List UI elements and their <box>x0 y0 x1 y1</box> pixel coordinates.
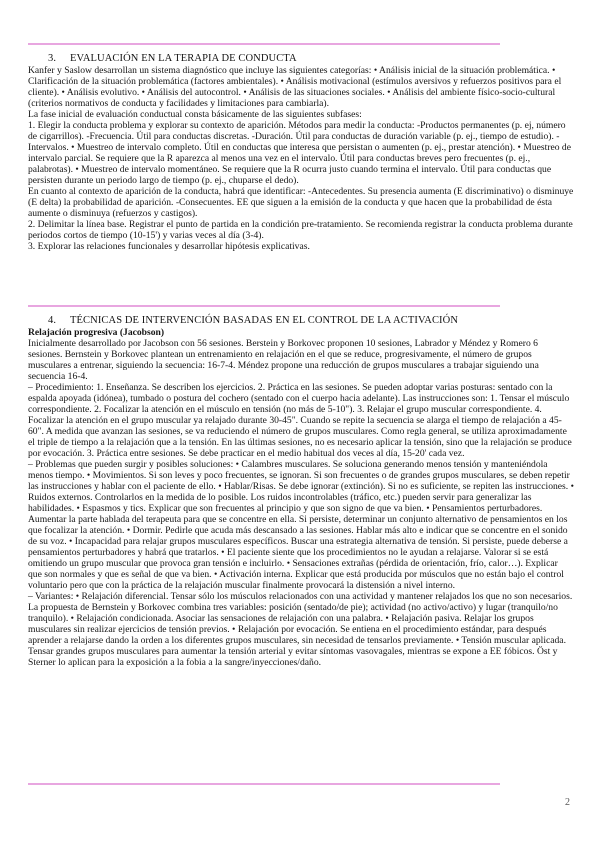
section-heading <box>28 53 574 65</box>
section-number: 3. <box>48 53 57 64</box>
top-divider <box>28 43 500 45</box>
paragraph: 2. Delimitar la línea base. Registrar el punto de partida en la condición pre-tratamiento. Se recomienda registrar la conducta problema durante periodos cortos de tiempo (10-15') y varias veces al día (3-4). <box>28 219 573 242</box>
subheading: Relajación progresiva (Jacobson) <box>28 327 165 338</box>
paragraph: – Variantes: • Relajación diferencial. Tensar sólo los músculos relacionados con una actividad y mantener relajados los que no son necesarios. La propuesta de Bernstein y Borkovec combina tres variables: posición (sentado/de pie); actividad (no activo/activo) y lugar (tranquilo/no tranquilo). • Relajación condicionada. Asociar las sensaciones de relajación con una palabra. • Relajación pasiva. Relajar los grupos musculares sin realizar ejercicios de tensión previos. • Relajación por evocación. Se entiena en el procedimiento estándar, para después aprender a relajarse dando la orden a los diferentes grupos musculares, sin necesidad de tensarlos previamente. • Tensión muscular aplicada. Tensar grandes grupos musculares para aumentar la tensión arterial y evitar síntomas vasovagales, mientras se expone a EE fóbicos. Öst y Sterner lo aplican para la exposición a la fobia a la sangre/inyecciones/daño. <box>28 591 573 669</box>
paragraph: Inicialmente desarrollado por Jacobson con 56 sesiones. Berstein y Borkovec proponen 10 sesiones, Labrador y Méndez y Romero 6 sesiones. Bernstein y Borkovec plantean un entrenamiento en relajación en el que se reduce, progresivamente, el número de grupos musculares a entrenar, siguiendo la secuencia: 16-7-4. Méndez propone una reducción de grupos musculares a trabajar siguiendo una secuencia 16-4. <box>28 338 539 383</box>
paragraph: 1. Elegir la conducta problema y explorar su contexto de aparición. Métodos para medir la conducta: -Productos permanentes (p. ej, número de cigarrillos). -Frecuencia. Útil para conductas discretas. -Duración. Útil para conductas de duración variable (p. ej., tiempo de estudio). -Intervalos. • Muestreo de intervalo completo. Útil en conductas que interesa que persistan o aumenten (p. ej., prestar atención). • Muestreo de intervalo parcial. Se requiere que la R aparezca al menos una vez en el intervalo. Útil para conductas breves pero frecuentes (p. ej., palabrotas). • Muestreo de intervalo momentáneo. Se requiere que la R ocurra justo cuando termina el intervalo. Útil para conductas que persisten durante un periodo largo de tiempo (p. ej., chuparse el dedo). <box>28 120 571 187</box>
section-number: 4. <box>48 315 57 326</box>
paragraph: – Procedimiento: 1. Enseñanza. Se describen los ejercicios. 2. Práctica en las sesiones. Se pueden adoptar varias posturas: sentado con la espalda apoyada (idónea), tumbado o postura del cochero (sentado con el cuerpo hacia adelante). Las instrucciones son: 1. Tensar el músculo correspondiente. 2. Focalizar la atención en el músculo en tensión (no más de 5-10"). 3. Relajar el grupo muscular correspondiente. 4. Focalizar la atención en el grupo muscular ya relajado durante 30-45". Cuando se repite la secuencia se alarga el tiempo de relajación a 45-60". A medida que avanzan las sesiones, se va reduciendo el número de grupos musculares. Como regla general, se utiliza aproximadamente el triple de tiempo a la relajación que a la tensión. En las últimas sesiones, no es necesario aplicar la tensión, sino que la relajación se produce por evocación. 3. Práctica entre sesiones. Se debe practicar en el medio habitual dos veces al día, 15-20' cada vez. <box>28 382 572 460</box>
bottom-divider <box>28 783 500 785</box>
paragraph: La fase inicial de evaluación conductual consta básicamente de las siguientes subfases: <box>28 109 362 121</box>
paragraph: Kanfer y Saslow desarrollan un sistema diagnóstico que incluye las siguientes categorías: • Análisis inicial de la situación problemática. • Clarificación de la situación problemática (factores ambientales). • Análisis motivacional (estímulos aversivos y refuerzos positivos para el cliente). • Análisis evolutivo. • Análisis del autocontrol. • Análisis de las situaciones sociales. • Análisis del ambiente físico-socio-cultural (criterios normativos de conducta y facilidades y limitaciones para cambiarla). <box>28 65 562 110</box>
section-evaluacion <box>28 53 574 252</box>
section-title: EVALUACIÓN EN LA TERAPIA DE CONDUCTA <box>70 53 297 64</box>
middle-divider <box>28 305 500 307</box>
paragraph: – Problemas que pueden surgir y posibles soluciones: • Calambres musculares. Se soluciona generando menos tensión y manteniéndola menos tiempo. • Movimientos. Si son leves y poco frecuentes, se ignoran. Si son frecuentes o de grandes grupos musculares, se deben repetir las instrucciones y hablar con el paciente de ello. • Hablar/Risas. Se debe ignorar (extinción). Si no es suficiente, se repiten las instrucciones. • Ruidos externos. Controlarlos en la medida de lo posible. Los ruidos incontrolables (tráfico, etc.) pueden servir para generalizar las habilidades. • Espasmos y tics. Explicar que son frecuentes al principio y que son signo de que va bien. • Pensamientos perturbadores. Aumentar la parte hablada del terapeuta para que se concentre en ella. Si persiste, determinar un conjunto alternativo de pensamientos en los que focalizar la atención. • Dormir. Pedirle que acuda más descansado a las sesiones. Hablar más alto e indicar que se concentre en el sonido de su voz. • Incapacidad para relajar grupos musculares específicos. Buscar una estrategia alternativa de tensión. Si persiste, puede deberse a pensamientos perturbadores y habrá que tratarlos. • El paciente siente que los procedimientos no le ayudan a relajarse. Valorar si se está omitiendo un grupo muscular que provoca gran tensión e incluirlo. • Sensaciones extrañas (pérdida de orientación, frío, calor…). Explicar que son normales y que es señal de que va bien. • Activación interna. Explicar que está producida por músculos que no están bajo el control voluntario pero que con la práctica de la relajación muscular finalmente provocará la distensión a nivel interno. <box>28 459 574 592</box>
paragraph: En cuanto al contexto de aparición de la conducta, habrá que identificar: -Antecedentes. Su presencia aumenta (E discriminativo) o disminuye (E delta) la probabilidad de aparición. -Consecuentes. EE que siguen a la emisión de la conducta y que hacen que la probabilidad de ésta aumente o disminuya (refuerzos y castigos). <box>28 186 574 220</box>
section-title: TÉCNICAS DE INTERVENCIÓN BASADAS EN EL CONTROL DE LA ACTIVACIÓN <box>70 315 459 326</box>
paragraph: 3. Explorar las relaciones funcionales y desarrollar hipótesis explicativas. <box>28 241 310 253</box>
section-heading <box>28 315 574 327</box>
page-number: 2 <box>565 797 570 808</box>
section-tecnicas <box>28 315 574 668</box>
